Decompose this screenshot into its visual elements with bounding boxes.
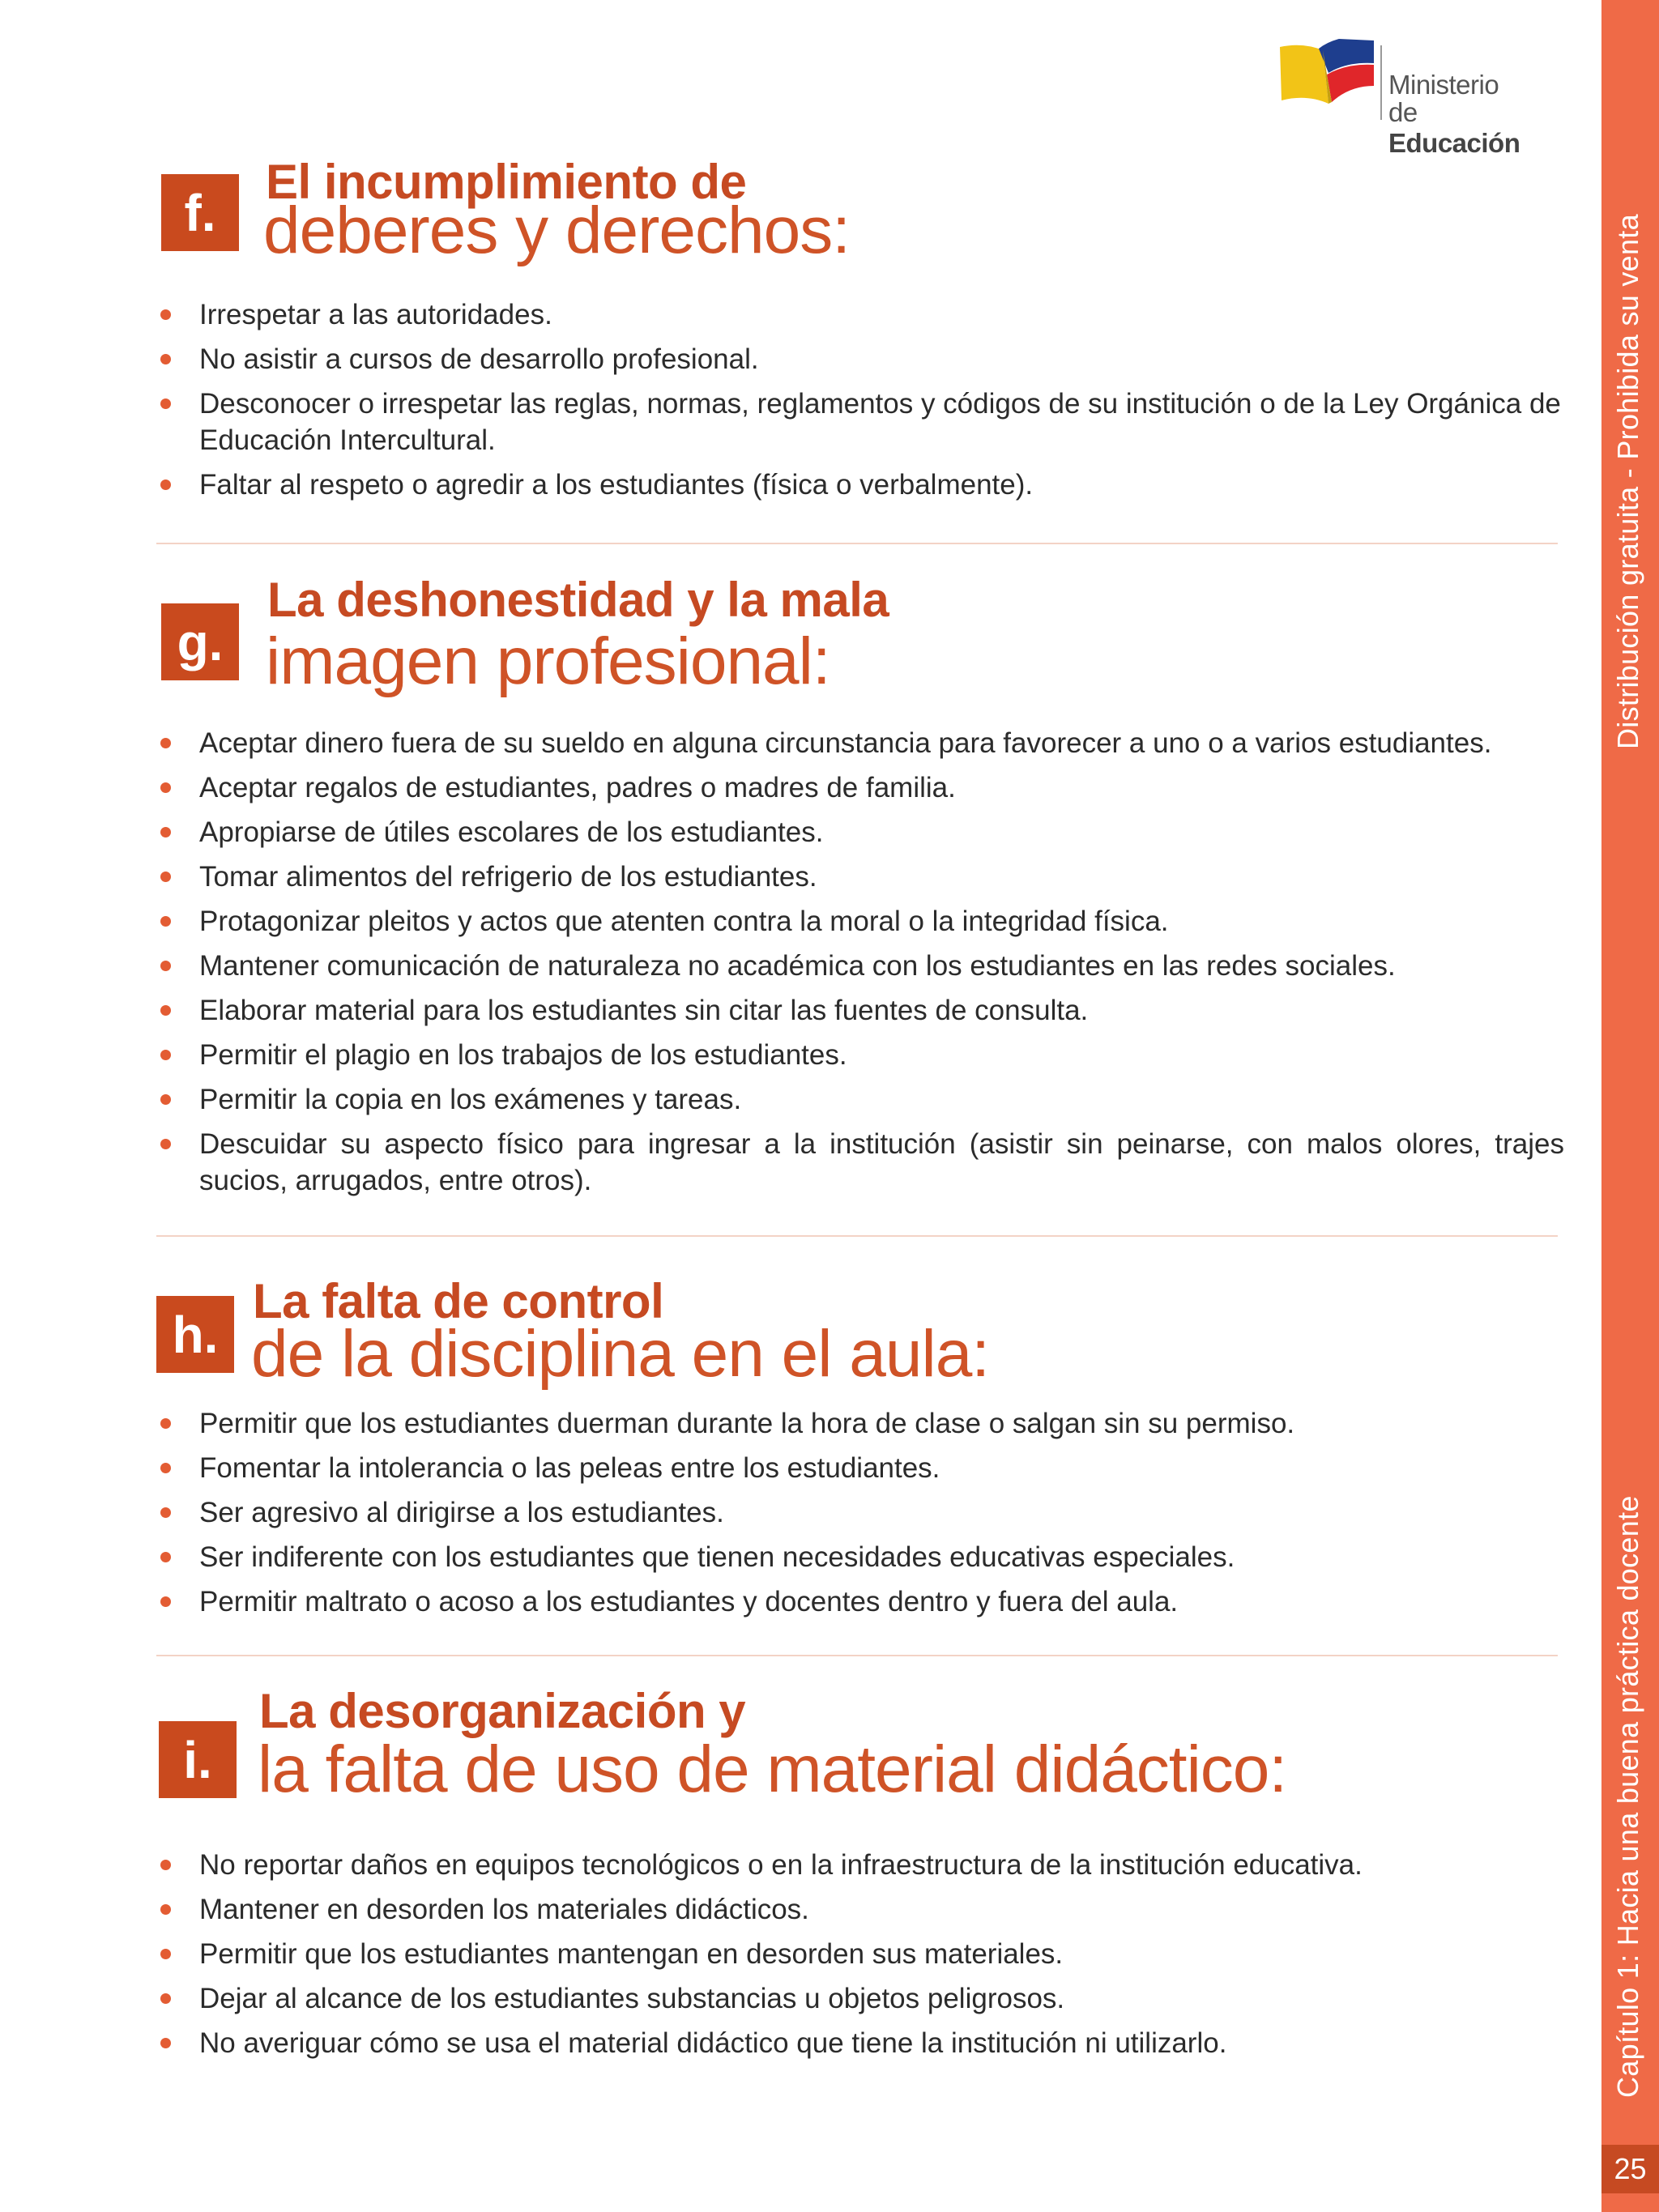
section-letter-i: i. xyxy=(159,1721,237,1798)
list-item-text: Aceptar dinero fuera de su sueldo en alguna circunstancia para favorecer a uno o a varios estudiantes. xyxy=(199,727,1492,759)
bullet-icon xyxy=(160,1949,171,1959)
list-item-text: Ser indiferente con los estudiantes que tienen necesidades educativas especiales. xyxy=(199,1541,1235,1573)
bullet-icon xyxy=(160,738,171,748)
list-item-text: Ser agresivo al dirigirse a los estudiantes. xyxy=(199,1497,724,1528)
bullet-icon xyxy=(160,479,171,490)
bullet-icon xyxy=(160,1418,171,1429)
list-item xyxy=(159,2025,1564,2061)
list-item-text: No asistir a cursos de desarrollo profesional. xyxy=(199,343,759,375)
list-item xyxy=(159,859,1564,895)
list-item-text: Permitir que los estudiantes duerman durante la hora de clase o salgan sin su permiso. xyxy=(199,1408,1295,1439)
list-item xyxy=(159,903,1564,940)
list-item-text: Permitir maltrato o acoso a los estudiantes y docentes dentro y fuera del aula. xyxy=(199,1586,1179,1617)
list-item-text: Tomar alimentos del refrigerio de los estudiantes. xyxy=(199,861,817,893)
logo-divider xyxy=(1380,45,1382,120)
section-divider xyxy=(156,1235,1558,1237)
list-item xyxy=(159,1936,1564,1972)
ministerio-flag-book-icon xyxy=(1278,39,1375,124)
section-h-title-bold: La falta de control xyxy=(253,1274,664,1328)
bullet-icon xyxy=(160,1050,171,1060)
list-item-text: Permitir el plagio en los trabajos de los estudiantes. xyxy=(199,1039,847,1071)
list-item xyxy=(159,725,1564,761)
page-number: 25 xyxy=(1601,2145,1659,2193)
list-item xyxy=(159,341,1564,377)
list-item-text: Mantener en desorden los materiales didácticos. xyxy=(199,1894,809,1925)
section-divider xyxy=(156,1655,1558,1656)
section-i-title-light: la falta de uso de material didáctico: xyxy=(258,1733,1287,1806)
list-item-text: Permitir que los estudiantes mantengan en desorden sus materiales. xyxy=(199,1938,1064,1970)
list-item-text: Permitir la copia en los exámenes y tareas. xyxy=(199,1084,742,1115)
bullet-icon xyxy=(160,1552,171,1562)
bullet-icon xyxy=(160,1005,171,1016)
section-f-title-light: deberes y derechos: xyxy=(263,194,851,267)
list-item xyxy=(159,1891,1564,1928)
bullet-icon xyxy=(160,1139,171,1149)
logo-text-ministerio: Ministerio xyxy=(1388,70,1499,100)
bullet-icon xyxy=(160,827,171,837)
section-letter-h: h. xyxy=(156,1296,234,1373)
bullet-icon xyxy=(160,2038,171,2048)
section-g-title-light: imagen profesional: xyxy=(266,624,830,698)
bullet-icon xyxy=(160,916,171,927)
section-f-list xyxy=(159,296,1564,511)
logo-text-educacion: de Educación xyxy=(1388,97,1520,158)
list-item xyxy=(159,1539,1564,1575)
side-text-chapter: Capítulo 1: Hacia una buena práctica docente xyxy=(1611,1495,1644,2098)
bullet-icon xyxy=(160,1094,171,1105)
bullet-icon xyxy=(160,309,171,320)
list-item xyxy=(159,1494,1564,1531)
list-item xyxy=(159,1847,1564,1883)
list-item xyxy=(159,386,1564,458)
list-item-text: Faltar al respeto o agredir a los estudiantes (física o verbalmente). xyxy=(199,469,1034,501)
section-f-title-bold: El incumplimiento de xyxy=(266,155,747,209)
list-item xyxy=(159,1037,1564,1073)
section-letter-g: g. xyxy=(161,603,239,680)
section-g-list xyxy=(159,725,1564,1207)
side-text-distribution: Distribución gratuita - Prohibida su venta xyxy=(1611,214,1644,749)
list-item-text: No averiguar cómo se usa el material didáctico que tiene la institución ni utilizarlo. xyxy=(199,2027,1227,2059)
section-letter-f: f. xyxy=(161,174,239,251)
bullet-icon xyxy=(160,1904,171,1915)
ministerio-logo xyxy=(1278,39,1546,158)
list-item xyxy=(159,814,1564,850)
list-item xyxy=(159,1405,1564,1442)
list-item xyxy=(159,1583,1564,1620)
section-i-list xyxy=(159,1847,1564,2069)
list-item-text: Aceptar regalos de estudiantes, padres o madres de familia. xyxy=(199,772,956,803)
bullet-icon xyxy=(160,961,171,971)
section-h-title-light: de la disciplina en el aula: xyxy=(251,1317,990,1391)
list-item xyxy=(159,1980,1564,2017)
list-item-text: Descuidar su aspecto físico para ingresar a la institución (asistir sin peinarse, con malos olores, trajes sucios, arrugados, entre otros). xyxy=(199,1128,1564,1196)
list-item xyxy=(159,948,1564,984)
bullet-icon xyxy=(160,399,171,409)
list-item-text: Irrespetar a las autoridades. xyxy=(199,299,552,330)
list-item xyxy=(159,296,1564,333)
list-item-text: No reportar daños en equipos tecnológicos o en la infraestructura de la institución educativa. xyxy=(199,1849,1363,1881)
list-item xyxy=(159,1126,1564,1199)
bullet-icon xyxy=(160,872,171,882)
list-item-text: Apropiarse de útiles escolares de los estudiantes. xyxy=(199,816,824,848)
list-item-text: Dejar al alcance de los estudiantes substancias u objetos peligrosos. xyxy=(199,1983,1065,2014)
section-divider xyxy=(156,543,1558,544)
list-item xyxy=(159,1450,1564,1486)
bullet-icon xyxy=(160,1993,171,2004)
list-item xyxy=(159,467,1564,503)
list-item-text: Fomentar la intolerancia o las peleas entre los estudiantes. xyxy=(199,1452,940,1484)
bullet-icon xyxy=(160,354,171,364)
list-item-text: Protagonizar pleitos y actos que atenten contra la moral o la integridad física. xyxy=(199,906,1169,937)
section-h-list xyxy=(159,1405,1564,1628)
list-item-text: Mantener comunicación de naturaleza no académica con los estudiantes en las redes sociales. xyxy=(199,950,1396,982)
bullet-icon xyxy=(160,1860,171,1870)
list-item xyxy=(159,769,1564,806)
bullet-icon xyxy=(160,1463,171,1473)
list-item xyxy=(159,992,1564,1029)
bullet-icon xyxy=(160,782,171,793)
bullet-icon xyxy=(160,1596,171,1607)
list-item-text: Desconocer o irrespetar las reglas, normas, reglamentos y códigos de su institución o de la Ley Orgánica de Educación Intercultural. xyxy=(199,388,1561,456)
bullet-icon xyxy=(160,1507,171,1518)
section-i-title-bold: La desorganización y xyxy=(259,1684,746,1738)
section-g-title-bold: La deshonestidad y la mala xyxy=(267,573,889,627)
list-item-text: Elaborar material para los estudiantes sin citar las fuentes de consulta. xyxy=(199,995,1089,1026)
list-item xyxy=(159,1081,1564,1118)
